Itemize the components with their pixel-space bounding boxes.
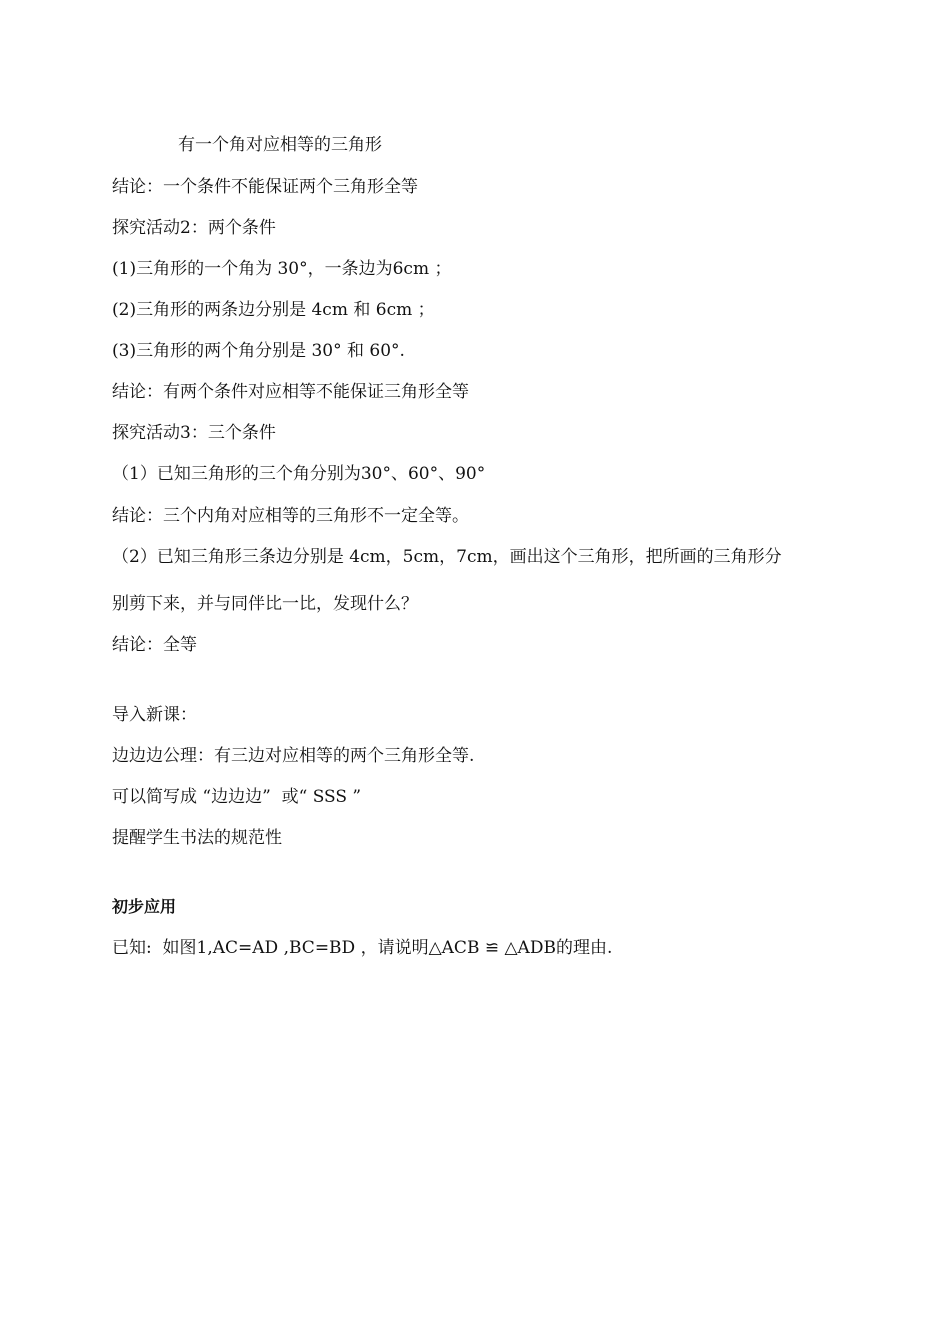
text-line-activity-3: 探究活动3：三个条件 <box>112 423 276 443</box>
text-line-conclusion-4: 结论：全等 <box>112 635 197 655</box>
text-line-conclusion-3: 结论：三个内角对应相等的三角形不一定全等。 <box>112 506 469 526</box>
text-line-new-lesson: 导入新课： <box>112 705 197 725</box>
text-line-given: 已知: 如图1,AC=AD ,BC=BD ，请说明△ACB ≌ △ADB的理由. <box>112 938 613 958</box>
text-line-conclusion-2: 结论：有两个条件对应相等不能保证三角形全等 <box>112 382 469 402</box>
text-line-activity-2: 探究活动2：两个条件 <box>112 218 276 238</box>
text-line-angles: （1）已知三角形的三个角分别为30°、60°、90° <box>112 464 486 484</box>
text-line-sides: （2）已知三角形三条边分别是 4cm，5cm，7cm，画出这个三角形，把所画的三角形分 <box>112 547 782 567</box>
text-line-condition-2: (2)三角形的两条边分别是 4cm 和 6cm ； <box>112 300 435 320</box>
text-line-sss-axiom: 边边边公理：有三边对应相等的两个三角形全等. <box>112 746 475 766</box>
text-line-sides-cont: 别剪下来，并与同伴比一比，发现什么？ <box>112 594 418 614</box>
text-line-condition-1: (1)三角形的一个角为 30°，一条边为6cm ； <box>112 259 452 279</box>
text-line-intro: 有一个角对应相等的三角形 <box>178 135 382 155</box>
section-heading-application: 初步应用 <box>112 897 177 916</box>
text-line-conclusion-1: 结论：一个条件不能保证两个三角形全等 <box>112 177 418 197</box>
text-line-reminder: 提醒学生书法的规范性 <box>112 828 282 848</box>
text-line-sss-short: 可以简写成 “边边边” 或“ SSS ” <box>112 787 362 807</box>
text-line-condition-3: (3)三角形的两个角分别是 30° 和 60°. <box>112 341 405 361</box>
